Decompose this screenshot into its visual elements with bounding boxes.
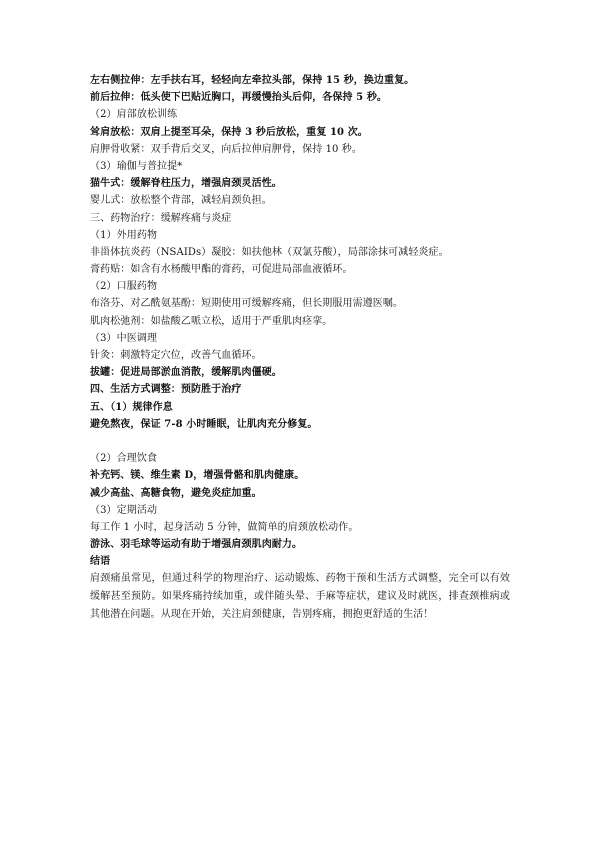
conclusion-heading: 结语 xyxy=(90,556,111,568)
section-heading: 四、生活方式调整：预防胜于治疗 xyxy=(90,384,242,396)
text-line: 避免熬夜，保证 7-8 小时睡眠，让肌肉充分修复。 xyxy=(90,418,318,430)
section-heading: （3）瑜伽与普拉提* xyxy=(90,160,183,172)
text-line: 每工作 1 小时，起身活动 5 分钟，做简单的肩颈放松动作。 xyxy=(90,521,359,533)
section-heading: （3）中医调理 xyxy=(90,332,158,344)
text-line: 耸肩放松：双肩上提至耳朵，保持 3 秒后放松，重复 10 次。 xyxy=(90,126,368,138)
text-line: 前后拉伸：低头使下巴贴近胸口，再缓慢抬头后仰，各保持 5 秒。 xyxy=(90,92,388,104)
section-heading: 五、（1）规律作息 xyxy=(90,401,173,413)
text-line: 减少高盐、高糖食物，避免炎症加重。 xyxy=(90,487,262,499)
text-line: 肌肉松弛剂：如盐酸乙哌立松，适用于严重肌肉痉挛。 xyxy=(90,315,333,327)
text-line: 肩胛骨收紧：双手背后交叉，向后拉伸肩胛骨，保持 10 秒。 xyxy=(90,143,362,155)
section-heading: （2）口服药物 xyxy=(90,281,158,293)
section-heading: （2）合理饮食 xyxy=(90,453,158,465)
section-heading: 三、药物治疗：缓解疼痛与炎症 xyxy=(90,212,232,224)
section-heading: （1）外用药物 xyxy=(90,229,158,241)
text-line: 针灸：刺激特定穴位，改善气血循环。 xyxy=(90,350,262,361)
section-heading: （2）肩部放松训练 xyxy=(90,109,178,121)
text-line: 补充钙、镁、维生素 D，增强骨骼和肌肉健康。 xyxy=(90,470,305,482)
text-line: 拔罐：促进局部淤血消散，缓解肌肉僵硬。 xyxy=(90,367,282,379)
text-line: 布洛芬、对乙酰氨基酚：短期使用可缓解疼痛，但长期服用需遵医嘱。 xyxy=(90,298,404,310)
text-line: 左右侧拉伸：左手扶右耳，轻轻向左牵拉头部，保持 15 秒，换边重复。 xyxy=(90,75,415,86)
text-line: 游泳、羽毛球等运动有助于增强肩颈肌肉耐力。 xyxy=(90,539,303,551)
text-line: 婴儿式：放松整个背部，减轻肩颈负担。 xyxy=(90,195,272,207)
text-line: 猫牛式：缓解脊柱压力，增强肩颈灵活性。 xyxy=(90,178,282,190)
conclusion-paragraph: 肩颈痛虽常见，但通过科学的物理治疗、运动锻炼、药物干预和生活方式调整，完全可以有效缓解甚至预防。如果疼痛持续加重，或伴随头晕、手麻等症状，建议及时就医，排查颈椎病或其他潜在问题。从现在开始，关注肩颈健康，告别疼痛，拥抱更舒适的生活！ xyxy=(90,573,510,621)
section-heading: （3）定期活动 xyxy=(90,504,158,516)
text-line: 非甾体抗炎药（NSAIDs）凝胶：如扶他林（双氯芬酸），局部涂抹可减轻炎症。 xyxy=(90,246,449,258)
blank-line xyxy=(90,433,510,450)
document-body xyxy=(90,72,510,624)
text-line: 膏药贴：如含有水杨酸甲酯的膏药，可促进局部血液循环。 xyxy=(90,264,353,276)
